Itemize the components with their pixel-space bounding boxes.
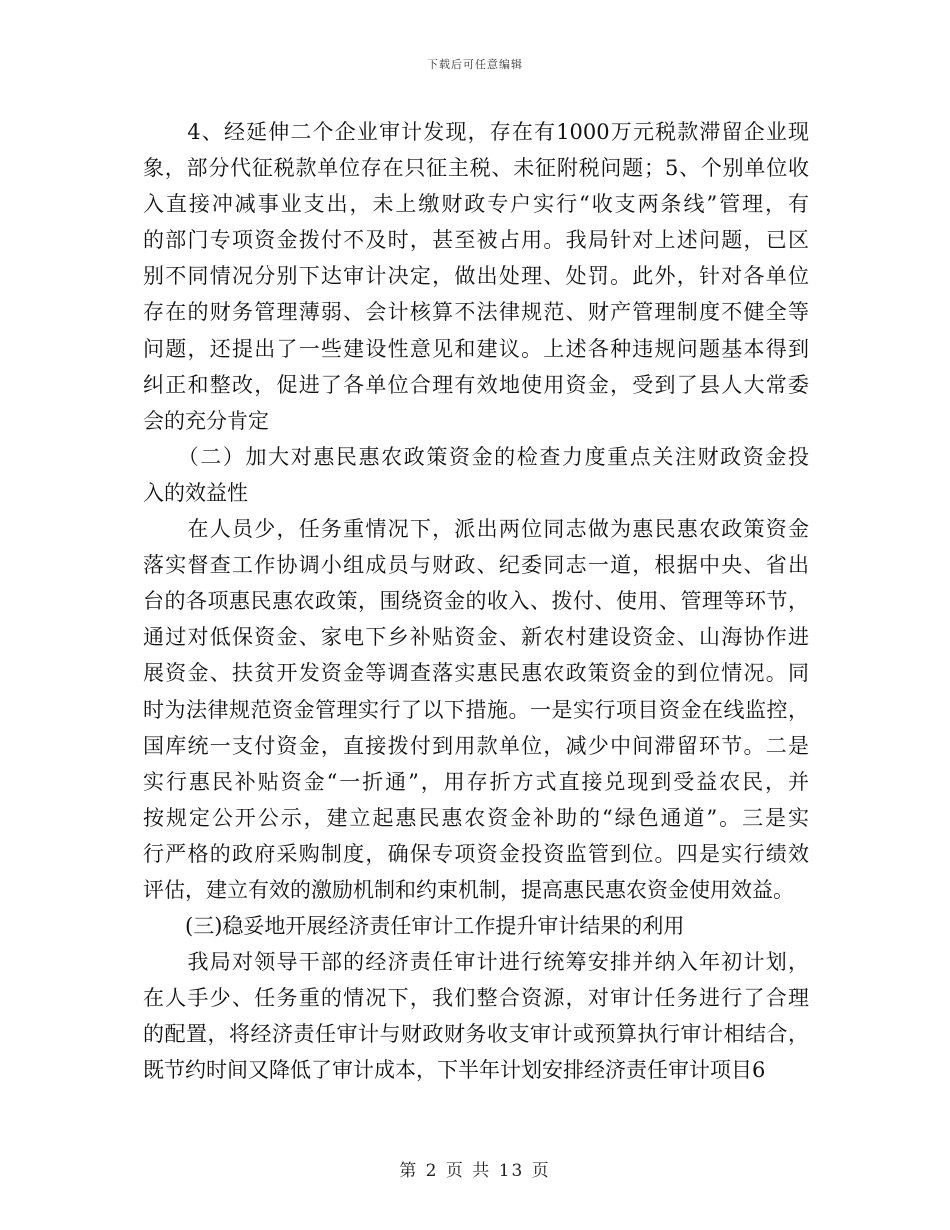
text-line: 在人手少、任务重的情况下，我们整合资源，对审计任务进行了合理 (143, 986, 809, 1011)
text-line: 纠正和整改，促进了各单位合理有效地使用资金，受到了县人大常委 (143, 372, 809, 397)
text-line: 4、经延伸二个企业审计发现，存在有1000万元税款滞留企业现 (143, 120, 809, 144)
text-line: 存在的财务管理薄弱、会计核算不法律规范、财产管理制度不健全等 (143, 300, 809, 325)
text-line: 别不同情况分别下达审计决定，做出处理、处罚。此外，针对各单位 (143, 264, 809, 289)
text-line: 国库统一支付资金，直接拨付到用款单位，减少中间滞留环节。二是 (143, 733, 809, 758)
text-line: 行严格的政府采购制度，确保专项资金投资监管到位。四是实行绩效 (143, 841, 809, 866)
text-line: 实行惠民补贴资金“一折通”，用存折方式直接兑现到受益农民，并 (143, 769, 809, 794)
text-line: 的配置，将经济责任审计与财政财务收支审计或预算执行审计相结合， (143, 1022, 809, 1047)
text-line: 我局对领导干部的经济责任审计进行统筹安排并纳入年初计划， (143, 950, 809, 975)
text-line: 在人员少，任务重情况下，派出两位同志做为惠民惠农政策资金 (143, 517, 809, 542)
text-line: 的部门专项资金拨付不及时，甚至被占用。我局针对上述问题，已区 (143, 228, 809, 253)
page-footer: 第 2 页 共 13 页 (399, 1161, 551, 1181)
text-line: 评估，建立有效的激励机制和约束机制，提高惠民惠农资金使用效益。 (143, 877, 794, 902)
section-heading-line: 入的效益性 (143, 480, 248, 505)
text-line: 时为法律规范资金管理实行了以下措施。一是实行项目资金在线监控， (143, 697, 809, 722)
text-line: 按规定公开公示，建立起惠民惠农资金补助的“绿色通道”。三是实 (143, 805, 809, 830)
text-line: 问题，还提出了一些建设性意见和建议。上述各种违规问题基本得到 (143, 336, 809, 361)
text-line: 通过对低保资金、家电下乡补贴资金、新农村建设资金、山海协作进 (143, 625, 809, 650)
text-line: 象，部分代征税款单位存在只征主税、未征附税问题；5、个别单位收 (143, 156, 809, 181)
document-body (143, 114, 809, 1089)
text-line: 既节约时间又降低了审计成本，下半年计划安排经济责任审计项目6 (143, 1058, 766, 1083)
text-line: 会的充分肯定 (143, 408, 269, 433)
text-line: 入直接冲减事业支出，未上缴财政专户实行“收支两条线”管理，有 (143, 192, 809, 217)
section-heading-line: (三)稳妥地开展经济责任审计工作提升审计结果的利用 (143, 914, 685, 939)
section-heading-line: （二）加大对惠民惠农政策资金的检查力度重点关注财政资金投 (143, 444, 809, 469)
text-line: 展资金、扶贫开发资金等调查落实惠民惠农政策资金的到位情况。同 (143, 661, 809, 686)
text-line: 落实督查工作协调小组成员与财政、纪委同志一道，根据中央、省出 (143, 553, 809, 578)
text-line: 台的各项惠民惠农政策，围绕资金的收入、拨付、使用、管理等环节， (143, 589, 809, 614)
page-header: 下载后可任意编辑 (427, 58, 523, 71)
